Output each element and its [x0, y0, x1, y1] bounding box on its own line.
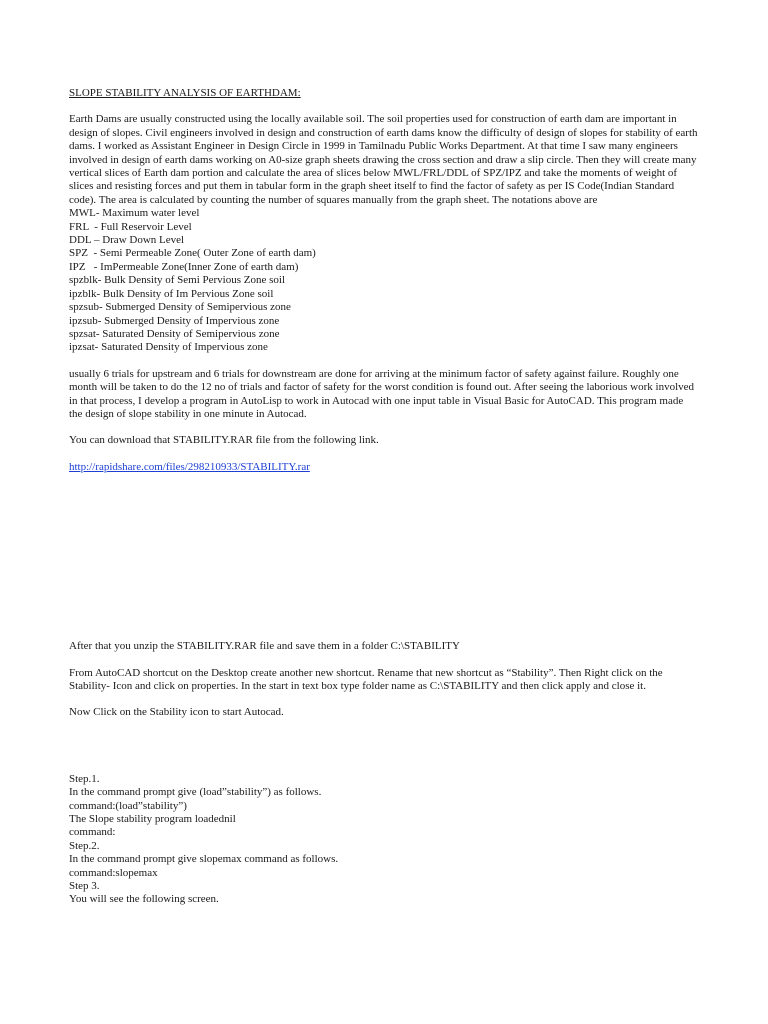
trials-paragraph: usually 6 trials for upstream and 6 trials for downstream are done for arriving at the minimum factor of safety against failure. Roughly one month will be taken to do the 12 no of trials and factor of safety for the worst condition is found out. After seeing the laborious work involved in that process, I develop a program in AutoLisp to work in Autocad with one input table in Visual Basic for AutoCAD. This program made the design of slope stability in one minute in Autocad.: [69, 367, 695, 420]
step-line: command:(load”stability”): [69, 799, 187, 812]
step-line: command:: [69, 826, 116, 839]
steps-list: [69, 773, 699, 907]
notation-item: DDL – Draw Down Level: [69, 234, 185, 247]
notation-item: SPZ - Semi Permeable Zone( Outer Zone of earth dam): [69, 247, 316, 260]
intro-paragraph: Earth Dams are usually constructed using the locally available soil. The soil properties used for construction of earth dam are important in design of slopes. Civil engineers involved in design and construction of earth dams know the difficulty of design of slopes for stability of earth dams. I worked as Assistant Engineer in Design Circle in 1999 in Tamilnadu Public Works Department. At that time I saw many engineers involved in design of earth dams working on A0-size graph sheets drawing the cross section and draw a slip circle. Then they will create many vertical slices of Earth dam portion and calculate the area of slices below MWL/FRL/DDL of SPZ/IPZ and take the moments of weight of slices and resisting forces and put them in tabular form in the graph sheet itself to find the factor of safety as per IS Code(Indian Standard code). The area is calculated by counting the number of squares manually from the graph sheet. The notations above are: [69, 113, 698, 206]
step-line: In the command prompt give (load”stability”) as follows.: [69, 786, 322, 799]
step-line: Step 3.: [69, 880, 100, 893]
step-line: You will see the following screen.: [69, 893, 219, 906]
step-line: Step.1.: [69, 772, 100, 785]
step-line: The Slope stability program loadednil: [69, 813, 236, 825]
click-paragraph: Now Click on the Stability icon to start Autocad.: [69, 706, 284, 719]
notation-item: spzsat- Saturated Density of Semipervious zone: [69, 327, 280, 340]
notation-item: MWL- Maximum water level: [69, 207, 200, 220]
step-line: In the command prompt give slopemax command as follows.: [69, 853, 339, 866]
step-line: command:slopemax: [69, 866, 158, 879]
download-link[interactable]: http://rapidshare.com/files/298210933/STABILITY.rar: [69, 460, 310, 473]
notation-item: ipzsub- Submerged Density of Impervious zone: [69, 314, 280, 327]
notation-item: spzblk- Bulk Density of Semi Pervious Zone soil: [69, 274, 286, 287]
notation-item: ipzblk- Bulk Density of Im Pervious Zone soil: [69, 287, 274, 300]
page-title: SLOPE STABILITY ANALYSIS OF EARTHDAM:: [69, 87, 301, 99]
step-line: Step.2.: [69, 839, 100, 852]
notation-list: [69, 207, 699, 354]
notation-item: IPZ - ImPermeable Zone(Inner Zone of earth dam): [69, 260, 299, 273]
notation-item: spzsub- Submerged Density of Semipervious zone: [69, 301, 291, 314]
document-page: [69, 87, 699, 907]
notation-item: ipzsat- Saturated Density of Impervious zone: [69, 341, 268, 354]
notation-item: FRL - Full Reservoir Level: [69, 220, 192, 233]
download-paragraph: You can download that STABILITY.RAR file from the following link.: [69, 434, 379, 447]
shortcut-paragraph: From AutoCAD shortcut on the Desktop create another new shortcut. Rename that new shortcut as “Stability”. Then Right click on the Stability- Icon and click on properties. In the start in text box type folder name as C:\STABILITY and then click apply and close it.: [69, 666, 663, 692]
unzip-paragraph: After that you unzip the STABILITY.RAR file and save them in a folder C:\STABILITY: [69, 640, 460, 653]
